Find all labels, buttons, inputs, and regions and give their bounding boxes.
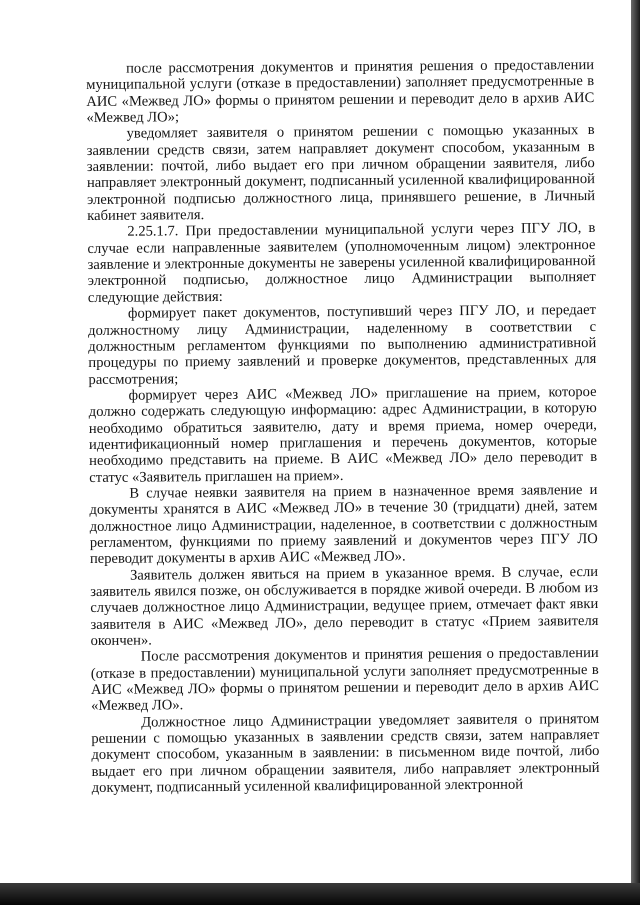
paragraph: формирует пакет документов, поступивший через ПГУ ЛО, и передает должностному лицу Администрации, наделенному в соответствии с должностным регламентом функциями по выполнению административной процедуры по приему заявлений и проверке документов, представленных для рассмотрения; — [88, 302, 597, 388]
paragraph: уведомляет заявителя о принятом решении с помощью указанных в заявлении средств связи, затем направляет документ способом, указанным в заявлении: почтой, либо выдает его при личном обращении заявителя, либо направляет электронный документ, подписанный усиленной квалифицированной электронной подписью должностного лица, принявшего решение, в Личный кабинет заявителя. — [86, 122, 596, 225]
scan-edge-right — [631, 0, 640, 905]
paragraph: Заявитель должен явиться на прием в указанное время. В случае, если заявитель явился позже, он обслуживается в порядке живой очереди. В любом из случаев должностное лицо Администрации, ведущее прием, отмечает факт явки заявителя в АИС «Межвед ЛО», дело переводит в статус «Прием заявителя окончен». — [90, 563, 599, 650]
scan-edge-bottom — [0, 883, 640, 905]
paragraph: В случае неявки заявителя на прием в назначенное время заявление и документы хранятся в АИС «Межвед ЛО» в течение 30 (тридцати) дней, затем должностное лицо Администрации, наделенное, в соответствии с должностным регламентом, функциями по приему заявлений и документов через ПГУ ЛО переводит документы в архив АИС «Межвед ЛО». — [89, 481, 598, 568]
document-page — [86, 57, 600, 796]
paragraph: формирует через АИС «Межвед ЛО» приглашение на прием, которое должно содержать следующую информацию: адрес Администрации, в которую необходимо обратиться заявителю, дату и время приема, номер очереди, идентификационный номер приглашения и перечень документов, которые необходимо представить на приеме. В АИС «Межвед ЛО» дело переводит в статус «Заявитель приглашен на прием». — [88, 383, 598, 486]
paragraph: после рассмотрения документов и принятия решения о предоставлении муниципальной услуги (отказе в предоставлении) заполняет предусмотренные в АИС «Межвед ЛО» формы о принятом решении и переводит дело в архив АИС «Межвед ЛО»; — [86, 57, 595, 127]
paragraph: Должностное лицо Администрации уведомляет заявителя о принятом решении с помощью указанных в заявлении средств связи, затем направляет документ способом, указанным в заявлении: в письменном виде почтой, либо выдает его при личном обращении заявителя, либо направляет электронный документ, подписанный усиленной квалифицированной электронной — [91, 710, 600, 797]
paragraph: После рассмотрения документов и принятия решения о предоставлении (отказе в предоставлении) муниципальной услуги заполняет предусмотренные в АИС «Межвед ЛО» формы о принятом решении и переводит дело в архив АИС «Межвед ЛО». — [90, 645, 599, 715]
paragraph: 2.25.1.7. При предоставлении муниципальной услуги через ПГУ ЛО, в случае если направленные заявителем (уполномоченным лицом) электронное заявление и электронные документы не заверены усиленной квалифицированной электронной подписью, должностное лицо Администрации выполняет следующие действия: — [87, 220, 596, 306]
